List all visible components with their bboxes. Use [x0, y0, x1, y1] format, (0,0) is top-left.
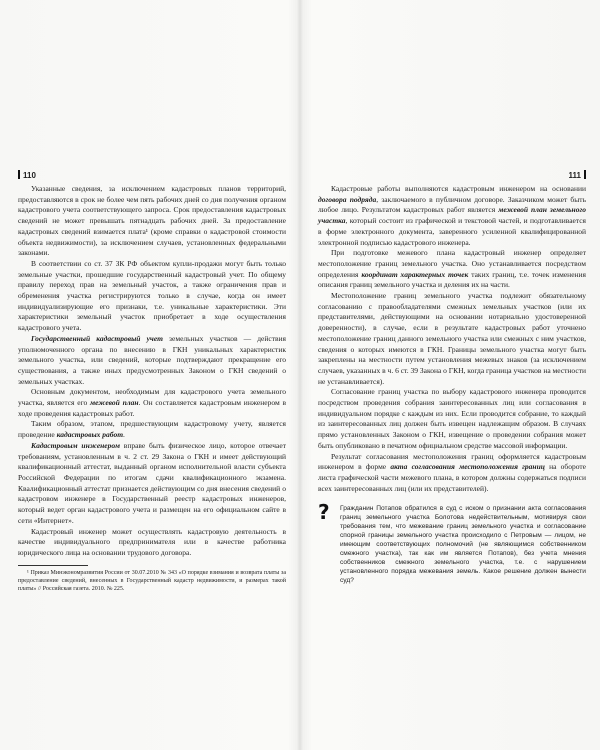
text-fragment: Кадастровые работы выполняются кадастровым инженером на основании	[331, 184, 586, 193]
term-boundary-plan: межевой план	[90, 398, 139, 408]
term-cadastral-engineer: Кадастровым инженером	[31, 440, 120, 450]
paragraph-agreement-act	[318, 452, 586, 495]
text-fragment: Основным документом, необходимым для кадастрового учета земельного участка, является его	[18, 387, 286, 408]
right-page-number-row	[318, 170, 586, 184]
paragraph-cadastral-info-terms: Указанные сведения, за исключением кадастровых планов территорий, предоставляются в срок не более чем пять рабочих дней со дня получения органом кадастрового учета соответствующего запроса. Срок предоставления кадастровых сведений не может превышать пятнадцать рабочих дней. За предоставление кадастровых сведений взимается плата¹ (кроме справки о кадастровой стоимости объекта недвижимости), за исключением случаев, установленных федеральными законами.	[18, 184, 286, 258]
book-gutter	[297, 0, 303, 750]
paragraph-state-cadastral-registration	[18, 334, 286, 388]
text-fragment: таких границ, т.е. точек изменения описания границ земельного участка и деления их на части.	[318, 269, 587, 290]
text-fragment: Результат согласования местоположения границ оформляется кадастровым инженером в форме	[318, 451, 586, 472]
paragraph-land-sale-rule: В соответствии со ст. 37 ЗК РФ объектом купли-продажи могут быть только земельные участки, прошедшие государственный кадастровый учет. По общему правилу переход прав на земельный участок, а также ограничения прав и обременения участка регистрируются только в случае, когда он имеет индивидуализирующие его признаки, т.е. уникальные характеристики. Эти характеристики земельный участок приобретает в ходе осуществления кадастрового учета.	[18, 258, 286, 333]
text-fragment: , заключаемого в публичном договоре. Заказчиком может быть любое лицо. Результатом кадастровых работ является	[318, 194, 586, 215]
text-fragment: на обороте листа графической части межевого плана, в котором должны содержаться подписи всех заинтересованных лиц (или их представителей).	[318, 462, 587, 493]
paragraph-main-document	[18, 387, 286, 419]
paragraph-agreement-procedure: Согласование границ участка по выбору кадастрового инженера проводится посредством проведения собрания заинтересованных лиц или согласования в индивидуальном порядке с каждым из них. Если проводится собрание, то каждый из заинтересованных лиц должен быть извещен надлежащим образом. В случаях прямо установленных Законом о ГКН, извещение о проведении собрания может быть опубликовано в печатном официальном средстве массовой информации.	[318, 387, 586, 450]
paragraph-engineer-activity: Кадастровый инженер может осуществлять кадастровую деятельность в качестве индивидуального предпринимателя или в качестве работника юридического лица на основании трудового договора.	[18, 526, 286, 557]
text-fragment: При подготовке межевого плана кадастровый инженер определяет местоположение границ земельного участка. Оно устанавливается посредством определения	[318, 248, 586, 279]
footnote-divider	[18, 565, 88, 566]
paragraph-boundary-agreement: Местоположение границ земельного участка подлежит обязательному согласованию с правообладателями смежных земельных участков (или их представителями, действующими на основании нотариально удостоверенной доверенности), в случае, если в результате кадастровых работ уточнено местоположение границ данного земельного участка или смежных с ним участков, сведения о которых имеются в ГКН. Границы земельного участка могут быть закреплены на местности путем установления межевых знаков (за исключением случаев, указанных в ч. 6 ст. 39 Закона о ГКН, когда граница участков на местности не устанавливается).	[318, 291, 586, 386]
term-characteristic-points: координат характерных точек	[361, 269, 469, 279]
definition-text: земельных участков — действия уполномоченного органа по внесению в ГКН уникальных характеристик земельного участка, или сведений, которые подтверждают прекращение его существования, а также иных предусмотренных Законом о ГКН сведений о земельных участках.	[18, 333, 286, 386]
definition-text: вправе быть физическое лицо, которое отвечает требованиям, установленным в ч. 2 ст. 29 Закона о ГКН и имеет действующий квалификационный аттестат, выданный органом исполнительной власти субъекта Российской Федерации по итогам сдачи квалификационного экзамена. Квалификационный аттестат признается действующим со дня внесения сведений о кадастровом инженере в Государственный реестр кадастровых инженеров, который ведет орган кадастрового учета и размещен на его официальном сайте в сети «Интернет».	[18, 440, 286, 525]
left-page	[18, 170, 286, 593]
paragraph-boundary-coordinates	[318, 248, 586, 291]
term-work-contract: договора подряда	[318, 194, 377, 204]
question-mark-icon: ?	[318, 500, 330, 525]
text-fragment: Таким образом, этапом, предшествующим кадастровому учету, является проведение	[18, 419, 286, 440]
term-cadastral-works: кадастровых работ	[56, 430, 124, 440]
page-marker-bar	[584, 170, 586, 179]
left-page-number-row	[18, 170, 286, 184]
left-page-number: 110	[23, 171, 36, 180]
paragraph-cadastral-works-contract	[318, 184, 586, 248]
right-page	[318, 170, 586, 585]
text-fragment: . Он составляется кадастровым инженером в ходе проведения кадастровых работ.	[18, 398, 286, 418]
right-page-number: 111	[568, 171, 581, 180]
paragraph-cadastral-engineer	[18, 441, 286, 527]
paragraph-cadastral-works-stage	[18, 419, 286, 440]
footnote: ¹ Приказ Минэкономразвития России от 30.07.2010 № 343 «О порядке взимания и возврата платы за предоставление сведений, внесенных в Государственный кадастр недвижимости, и размерах такой платы» // Российская газета. 2010. № 225.	[18, 569, 286, 592]
case-question-box	[318, 500, 586, 585]
text-fragment: .	[123, 430, 125, 440]
case-question-text: Гражданин Потапов обратился в суд с иском о признании акта согласования границ земельного участка Болотова недействительным, мотивируя свои требования тем, что межевание границ земельного участка и согласование спорной границы земельного участка происходило с Петровым — лицом, не имеющим соответствующих полномочий (не являющимся собственником смежного участка), так как им является Потапов), без учета мнения собственников смежного земельного участка, т.е. с нарушением установленного порядка межевания земель. Какое решение должен вынести суд?	[340, 505, 586, 585]
term-land-boundary-plan: межевой план земельного участка	[318, 205, 586, 226]
term-state-cadastral-registration: Государственный кадастровый учет	[31, 333, 163, 343]
term-agreement-act: акта согласования местоположения границ	[390, 462, 545, 472]
text-fragment: , который состоит из графической и текстовой частей, и подготавливается в форме электронного документа, заверенного усиленной квалифицированной электронной подписью кадастрового инженера.	[318, 216, 586, 247]
page-marker-bar	[18, 170, 20, 179]
